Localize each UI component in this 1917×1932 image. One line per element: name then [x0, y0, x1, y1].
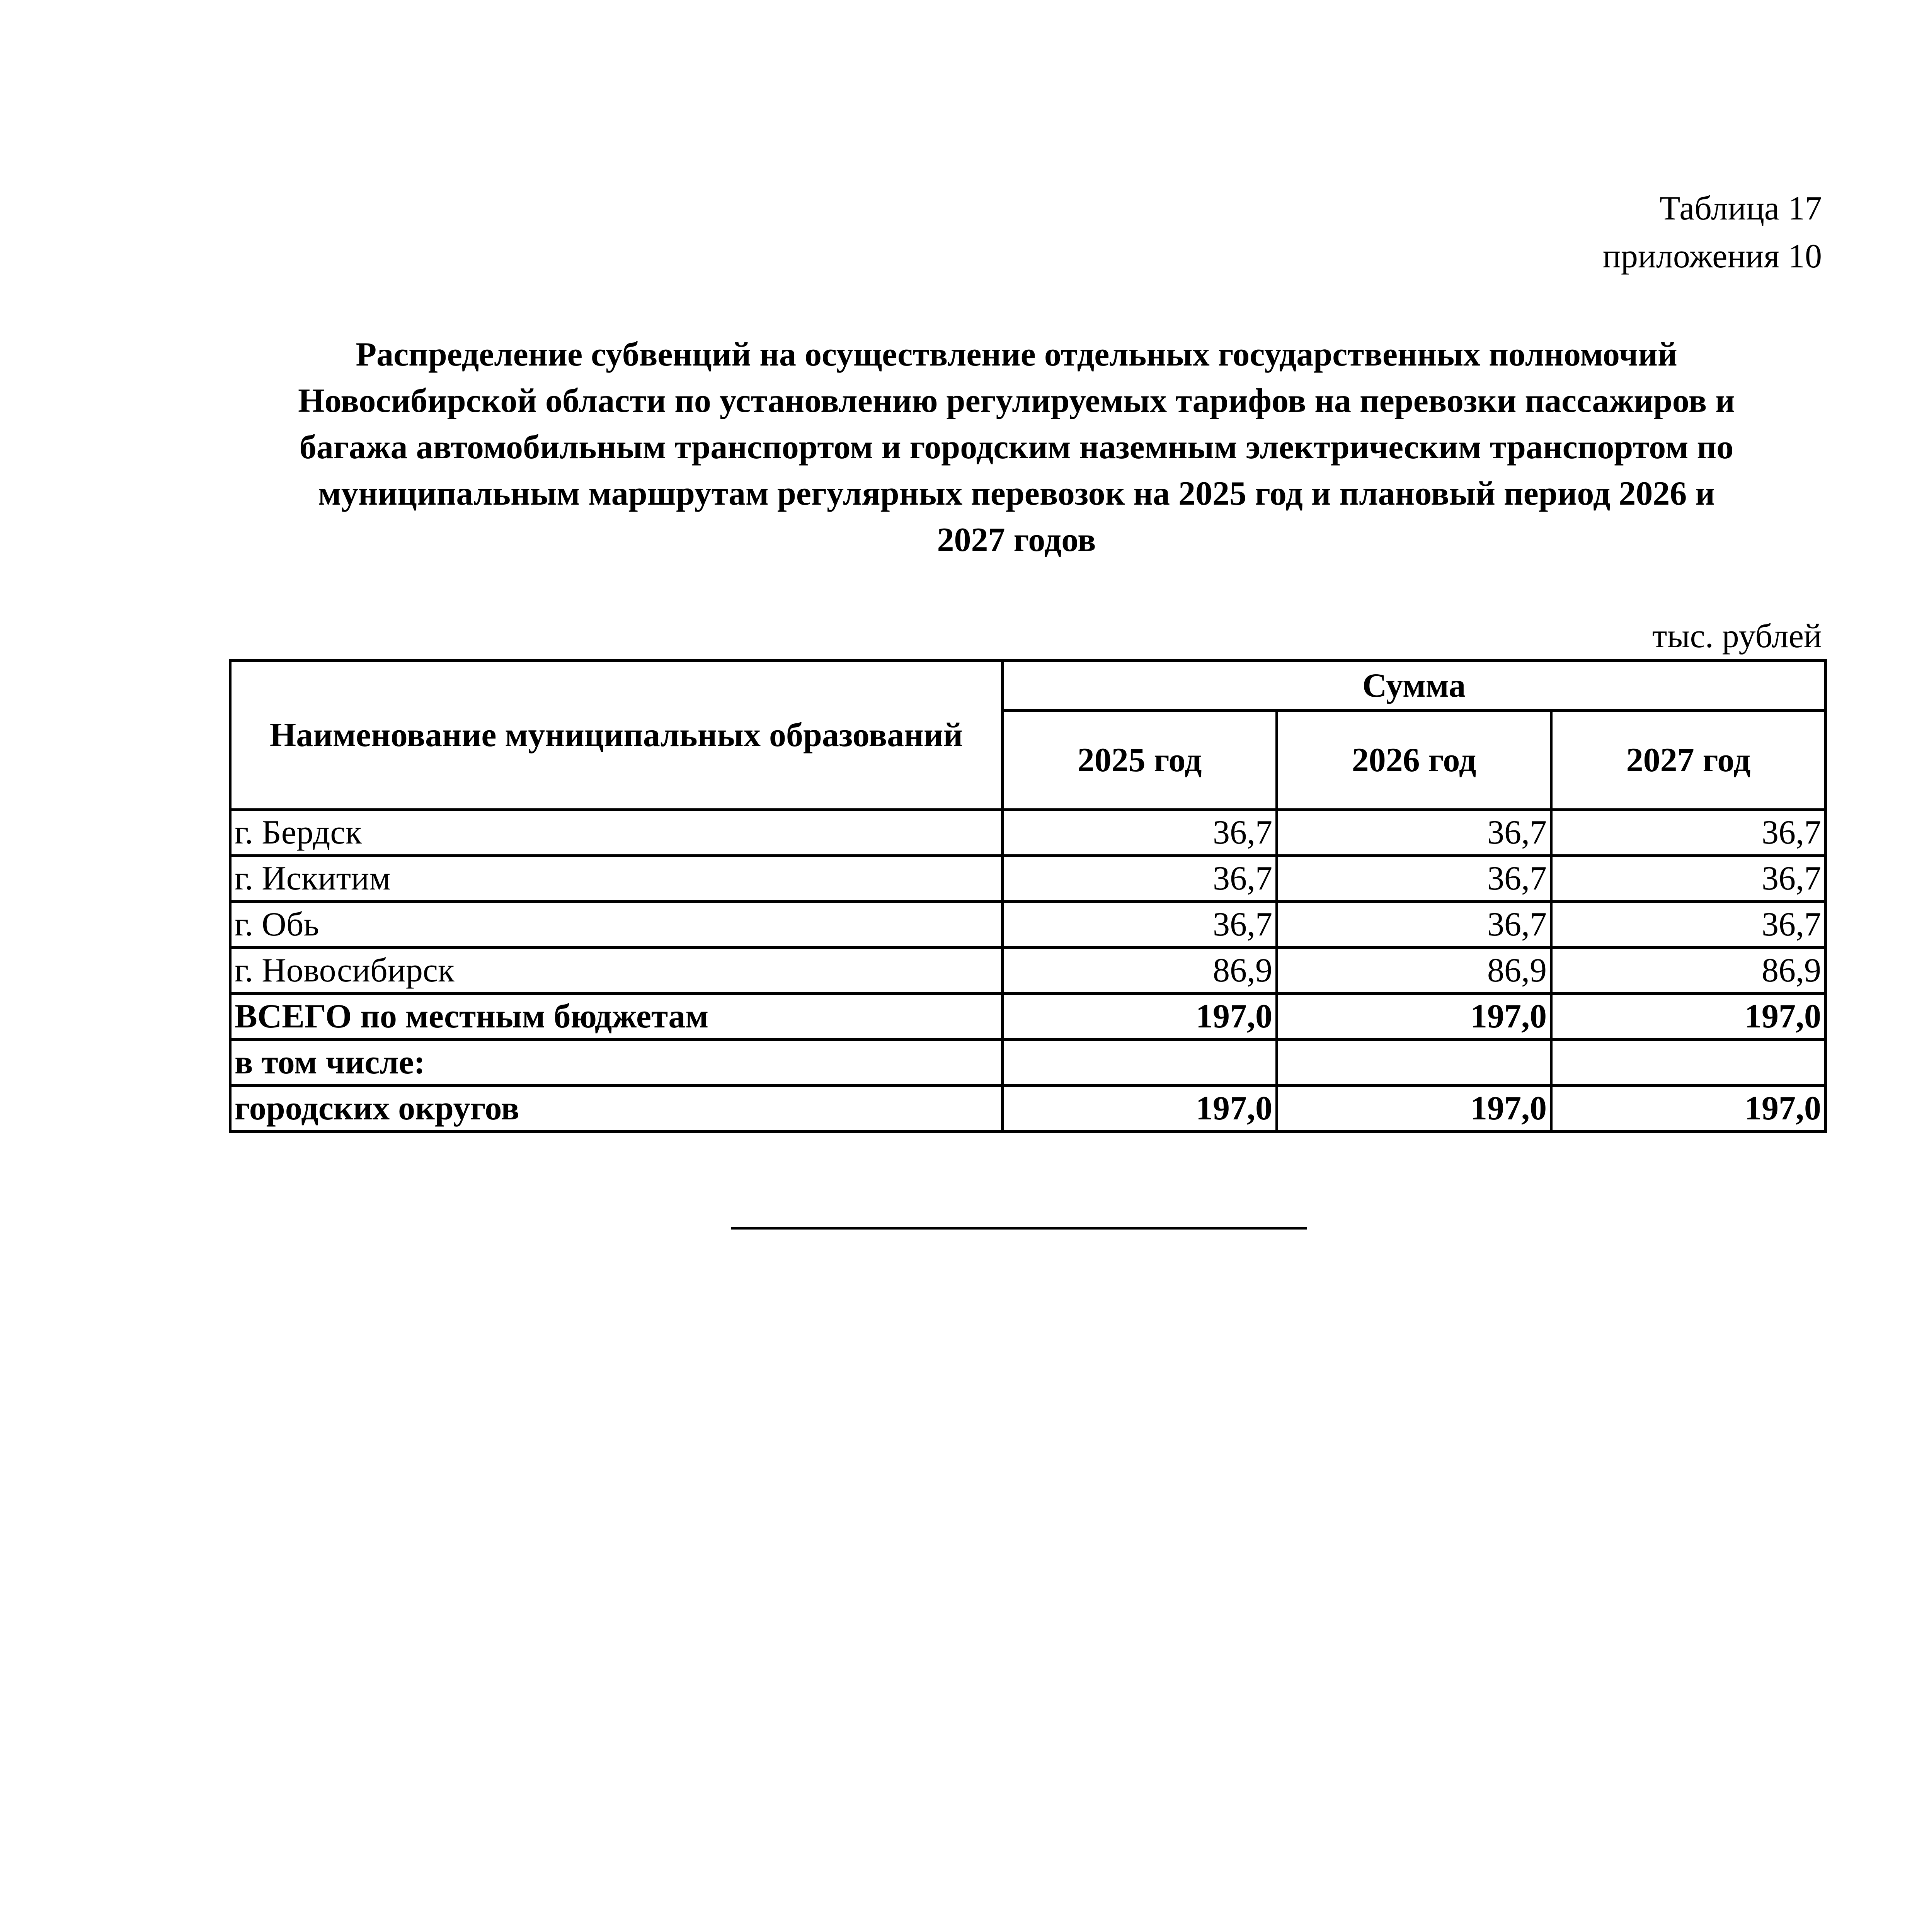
- value-2026: 197,0: [1277, 1086, 1551, 1132]
- row-name: г. Искитим: [230, 856, 1003, 902]
- column-header-sum: Сумма: [1003, 661, 1826, 711]
- appendix-number: приложения 10: [1602, 238, 1822, 275]
- table-reference: [1603, 185, 1822, 281]
- table-row: [230, 948, 1826, 994]
- value-2026: 36,7: [1277, 810, 1551, 856]
- title-line-4: муниципальным маршрутам регулярных перевозок на 2025 год и плановый период 2026 и: [318, 475, 1715, 512]
- column-header-2027: 2027 год: [1551, 711, 1826, 810]
- value-2027: 36,7: [1551, 856, 1826, 902]
- document-title: [216, 332, 1817, 563]
- row-name: ВСЕГО по местным бюджетам: [230, 994, 1003, 1040]
- value-2025: 36,7: [1003, 902, 1277, 948]
- value-2026: 36,7: [1277, 856, 1551, 902]
- title-line-2: Новосибирской области по установлению регулируемых тарифов на перевозки пассажиров и: [298, 382, 1735, 420]
- value-2027: 36,7: [1551, 902, 1826, 948]
- value-2025: 197,0: [1003, 994, 1277, 1040]
- column-header-2025: 2025 год: [1003, 711, 1277, 810]
- row-name: городских округов: [230, 1086, 1003, 1132]
- value-2027: 86,9: [1551, 948, 1826, 994]
- table-row: [230, 902, 1826, 948]
- table-row: [230, 856, 1826, 902]
- title-line-5: 2027 годов: [937, 521, 1096, 559]
- title-line-3: багажа автомобильным транспортом и городским наземным электрическим транспортом по: [299, 429, 1734, 466]
- value-2025: 86,9: [1003, 948, 1277, 994]
- row-name: г. Бердск: [230, 810, 1003, 856]
- table-row: [230, 810, 1826, 856]
- subvention-table: [229, 659, 1827, 1133]
- column-header-2026: 2026 год: [1277, 711, 1551, 810]
- table-row-urban-districts: [230, 1086, 1826, 1132]
- value-2025: 36,7: [1003, 810, 1277, 856]
- value-2027: 36,7: [1551, 810, 1826, 856]
- row-name: г. Обь: [230, 902, 1003, 948]
- row-name: в том числе:: [230, 1040, 1003, 1086]
- table-header-row: [230, 661, 1826, 711]
- value-2025: [1003, 1040, 1277, 1086]
- value-2026: 197,0: [1277, 994, 1551, 1040]
- value-2027: 197,0: [1551, 1086, 1826, 1132]
- closing-divider: [731, 1227, 1307, 1230]
- title-line-1: Распределение субвенций на осуществление отдельных государственных полномочий: [356, 336, 1677, 373]
- table-number: Таблица 17: [1659, 190, 1822, 227]
- table-row-total: [230, 994, 1826, 1040]
- value-2027: [1551, 1040, 1826, 1086]
- table-row-including: [230, 1040, 1826, 1086]
- value-2025: 197,0: [1003, 1086, 1277, 1132]
- units-label: тыс. рублей: [1652, 617, 1822, 655]
- value-2026: 36,7: [1277, 902, 1551, 948]
- column-header-name: Наименование муниципальных образований: [230, 661, 1003, 810]
- value-2027: 197,0: [1551, 994, 1826, 1040]
- value-2026: [1277, 1040, 1551, 1086]
- row-name: г. Новосибирск: [230, 948, 1003, 994]
- value-2025: 36,7: [1003, 856, 1277, 902]
- value-2026: 86,9: [1277, 948, 1551, 994]
